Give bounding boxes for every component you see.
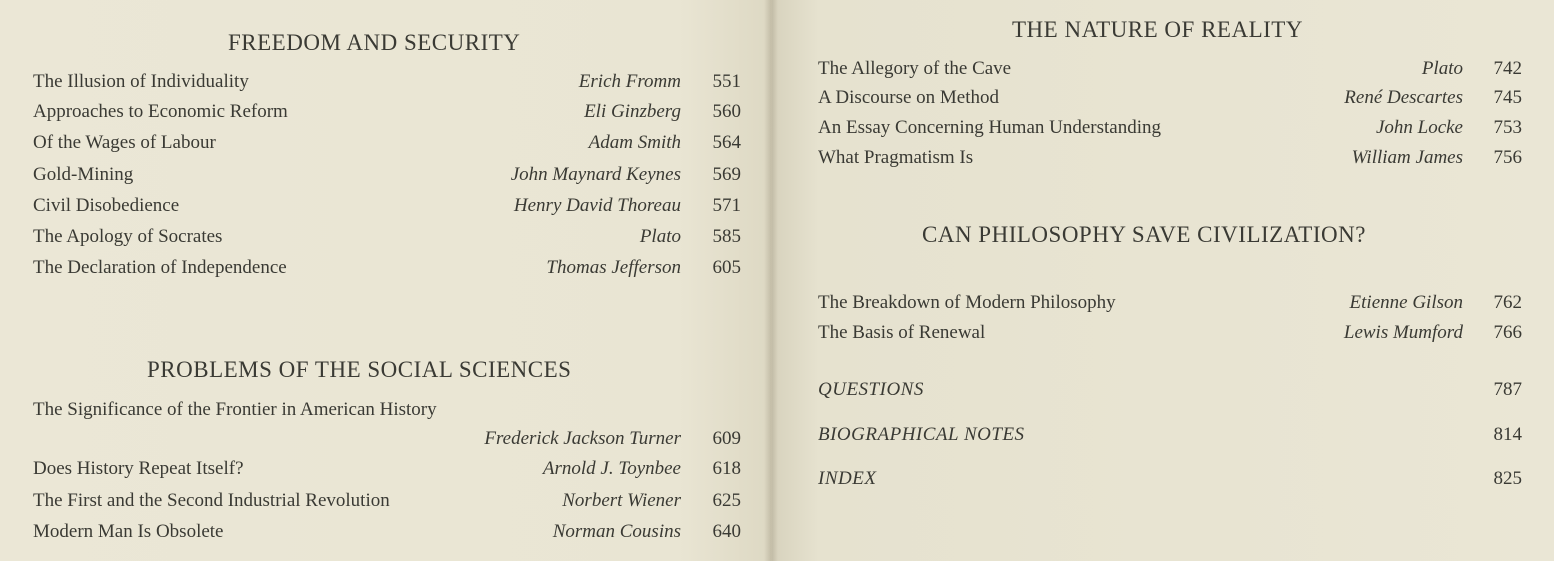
entry-author: Thomas Jefferson	[546, 257, 681, 278]
back-matter-page-number: 787	[1493, 379, 1522, 400]
toc-entry-continuation	[33, 426, 741, 452]
entry-title: What Pragmatism Is	[818, 147, 974, 168]
entry-title: A Discourse on Method	[818, 87, 1000, 108]
entry-author: Norbert Wiener	[562, 490, 681, 511]
toc-entry	[33, 193, 741, 219]
entry-author: Arnold J. Toynbee	[542, 458, 681, 479]
entry-title: An Essay Concerning Human Understanding	[818, 117, 1161, 138]
entry-page-number: 762	[1493, 292, 1522, 313]
entry-author: William James	[1351, 147, 1463, 168]
entry-author: René Descartes	[1344, 87, 1463, 108]
toc-entry	[33, 224, 741, 250]
entry-author: Etienne Gilson	[1349, 292, 1463, 313]
entry-title: Gold-Mining	[33, 164, 134, 185]
back-matter-page-number: 825	[1493, 468, 1522, 489]
entry-author: Adam Smith	[588, 132, 681, 153]
entry-author: John Locke	[1375, 117, 1463, 138]
right-page	[772, 0, 1554, 561]
toc-entry	[33, 162, 741, 188]
back-matter-label: BIOGRAPHICAL NOTES	[818, 424, 1025, 445]
toc-entry	[818, 115, 1522, 141]
entry-author: Norman Cousins	[552, 521, 681, 542]
toc-entry	[818, 85, 1522, 111]
back-matter-item	[818, 464, 1522, 494]
section-heading-the-nature-of-reality: THE NATURE OF REALITY	[1012, 17, 1303, 42]
section-heading-problems-of-the-social-sciences: PROBLEMS OF THE SOCIAL SCIENCES	[147, 357, 572, 382]
entry-author: Lewis Mumford	[1343, 322, 1463, 343]
entry-title: Approaches to Economic Reform	[33, 101, 288, 122]
entry-page-number: 560	[712, 101, 741, 122]
entry-page-number: 564	[712, 132, 741, 153]
entry-page-number: 571	[712, 195, 741, 216]
entry-title: The Breakdown of Modern Philosophy	[818, 292, 1116, 313]
back-matter-label: QUESTIONS	[818, 379, 924, 400]
entry-page-number: 609	[712, 428, 741, 449]
entry-author: Erich Fromm	[578, 71, 681, 92]
section-heading-freedom-and-security: FREEDOM AND SECURITY	[228, 30, 521, 55]
entry-title: Does History Repeat Itself?	[33, 458, 244, 479]
entry-title: Modern Man Is Obsolete	[33, 521, 224, 542]
entry-title: Of the Wages of Labour	[33, 132, 216, 153]
entry-page-number: 640	[712, 521, 741, 542]
entry-page-number: 753	[1493, 117, 1522, 138]
entry-page-number: 625	[712, 490, 741, 511]
book-gutter	[764, 0, 778, 561]
entry-title: The Apology of Socrates	[33, 226, 223, 247]
back-matter-item	[818, 375, 1522, 405]
entry-page-number: 585	[712, 226, 741, 247]
entry-title: The First and the Second Industrial Revolution	[33, 490, 390, 511]
toc-entry	[818, 145, 1522, 171]
toc-entry	[818, 320, 1522, 346]
entry-author: Plato	[639, 226, 681, 247]
toc-entry	[33, 488, 741, 514]
toc-entry	[33, 130, 741, 156]
toc-entry	[33, 99, 741, 125]
entry-page-number: 742	[1493, 58, 1522, 79]
entry-title: The Illusion of Individuality	[33, 71, 249, 92]
entry-title: The Allegory of the Cave	[818, 58, 1012, 79]
entry-author: Frederick Jackson Turner	[484, 428, 681, 449]
entry-author: Henry David Thoreau	[513, 195, 681, 216]
entry-page-number: 766	[1493, 322, 1522, 343]
entry-page-number: 569	[712, 164, 741, 185]
toc-entry	[33, 255, 741, 281]
toc-entry	[33, 397, 741, 423]
entry-author: Eli Ginzberg	[584, 101, 681, 122]
entry-page-number: 745	[1493, 87, 1522, 108]
entry-author: John Maynard Keynes	[510, 164, 681, 185]
back-matter-item	[818, 420, 1522, 450]
entry-title: Civil Disobedience	[33, 195, 180, 216]
entry-page-number: 551	[712, 71, 741, 92]
entry-title: The Declaration of Independence	[33, 257, 287, 278]
left-page	[0, 0, 772, 561]
toc-entry	[33, 69, 741, 95]
toc-entry	[33, 456, 741, 482]
back-matter-label: INDEX	[818, 468, 877, 489]
toc-entry	[818, 290, 1522, 316]
entry-page-number: 605	[712, 257, 741, 278]
toc-entry	[818, 56, 1522, 82]
entry-title: The Significance of the Frontier in American History	[33, 399, 437, 420]
section-heading-can-philosophy-save-civilization: CAN PHILOSOPHY SAVE CIVILIZATION?	[922, 222, 1366, 247]
back-matter-page-number: 814	[1493, 424, 1522, 445]
entry-page-number: 618	[712, 458, 741, 479]
entry-page-number: 756	[1493, 147, 1522, 168]
entry-title: The Basis of Renewal	[818, 322, 986, 343]
entry-author: Plato	[1421, 58, 1463, 79]
toc-entry	[33, 519, 741, 545]
